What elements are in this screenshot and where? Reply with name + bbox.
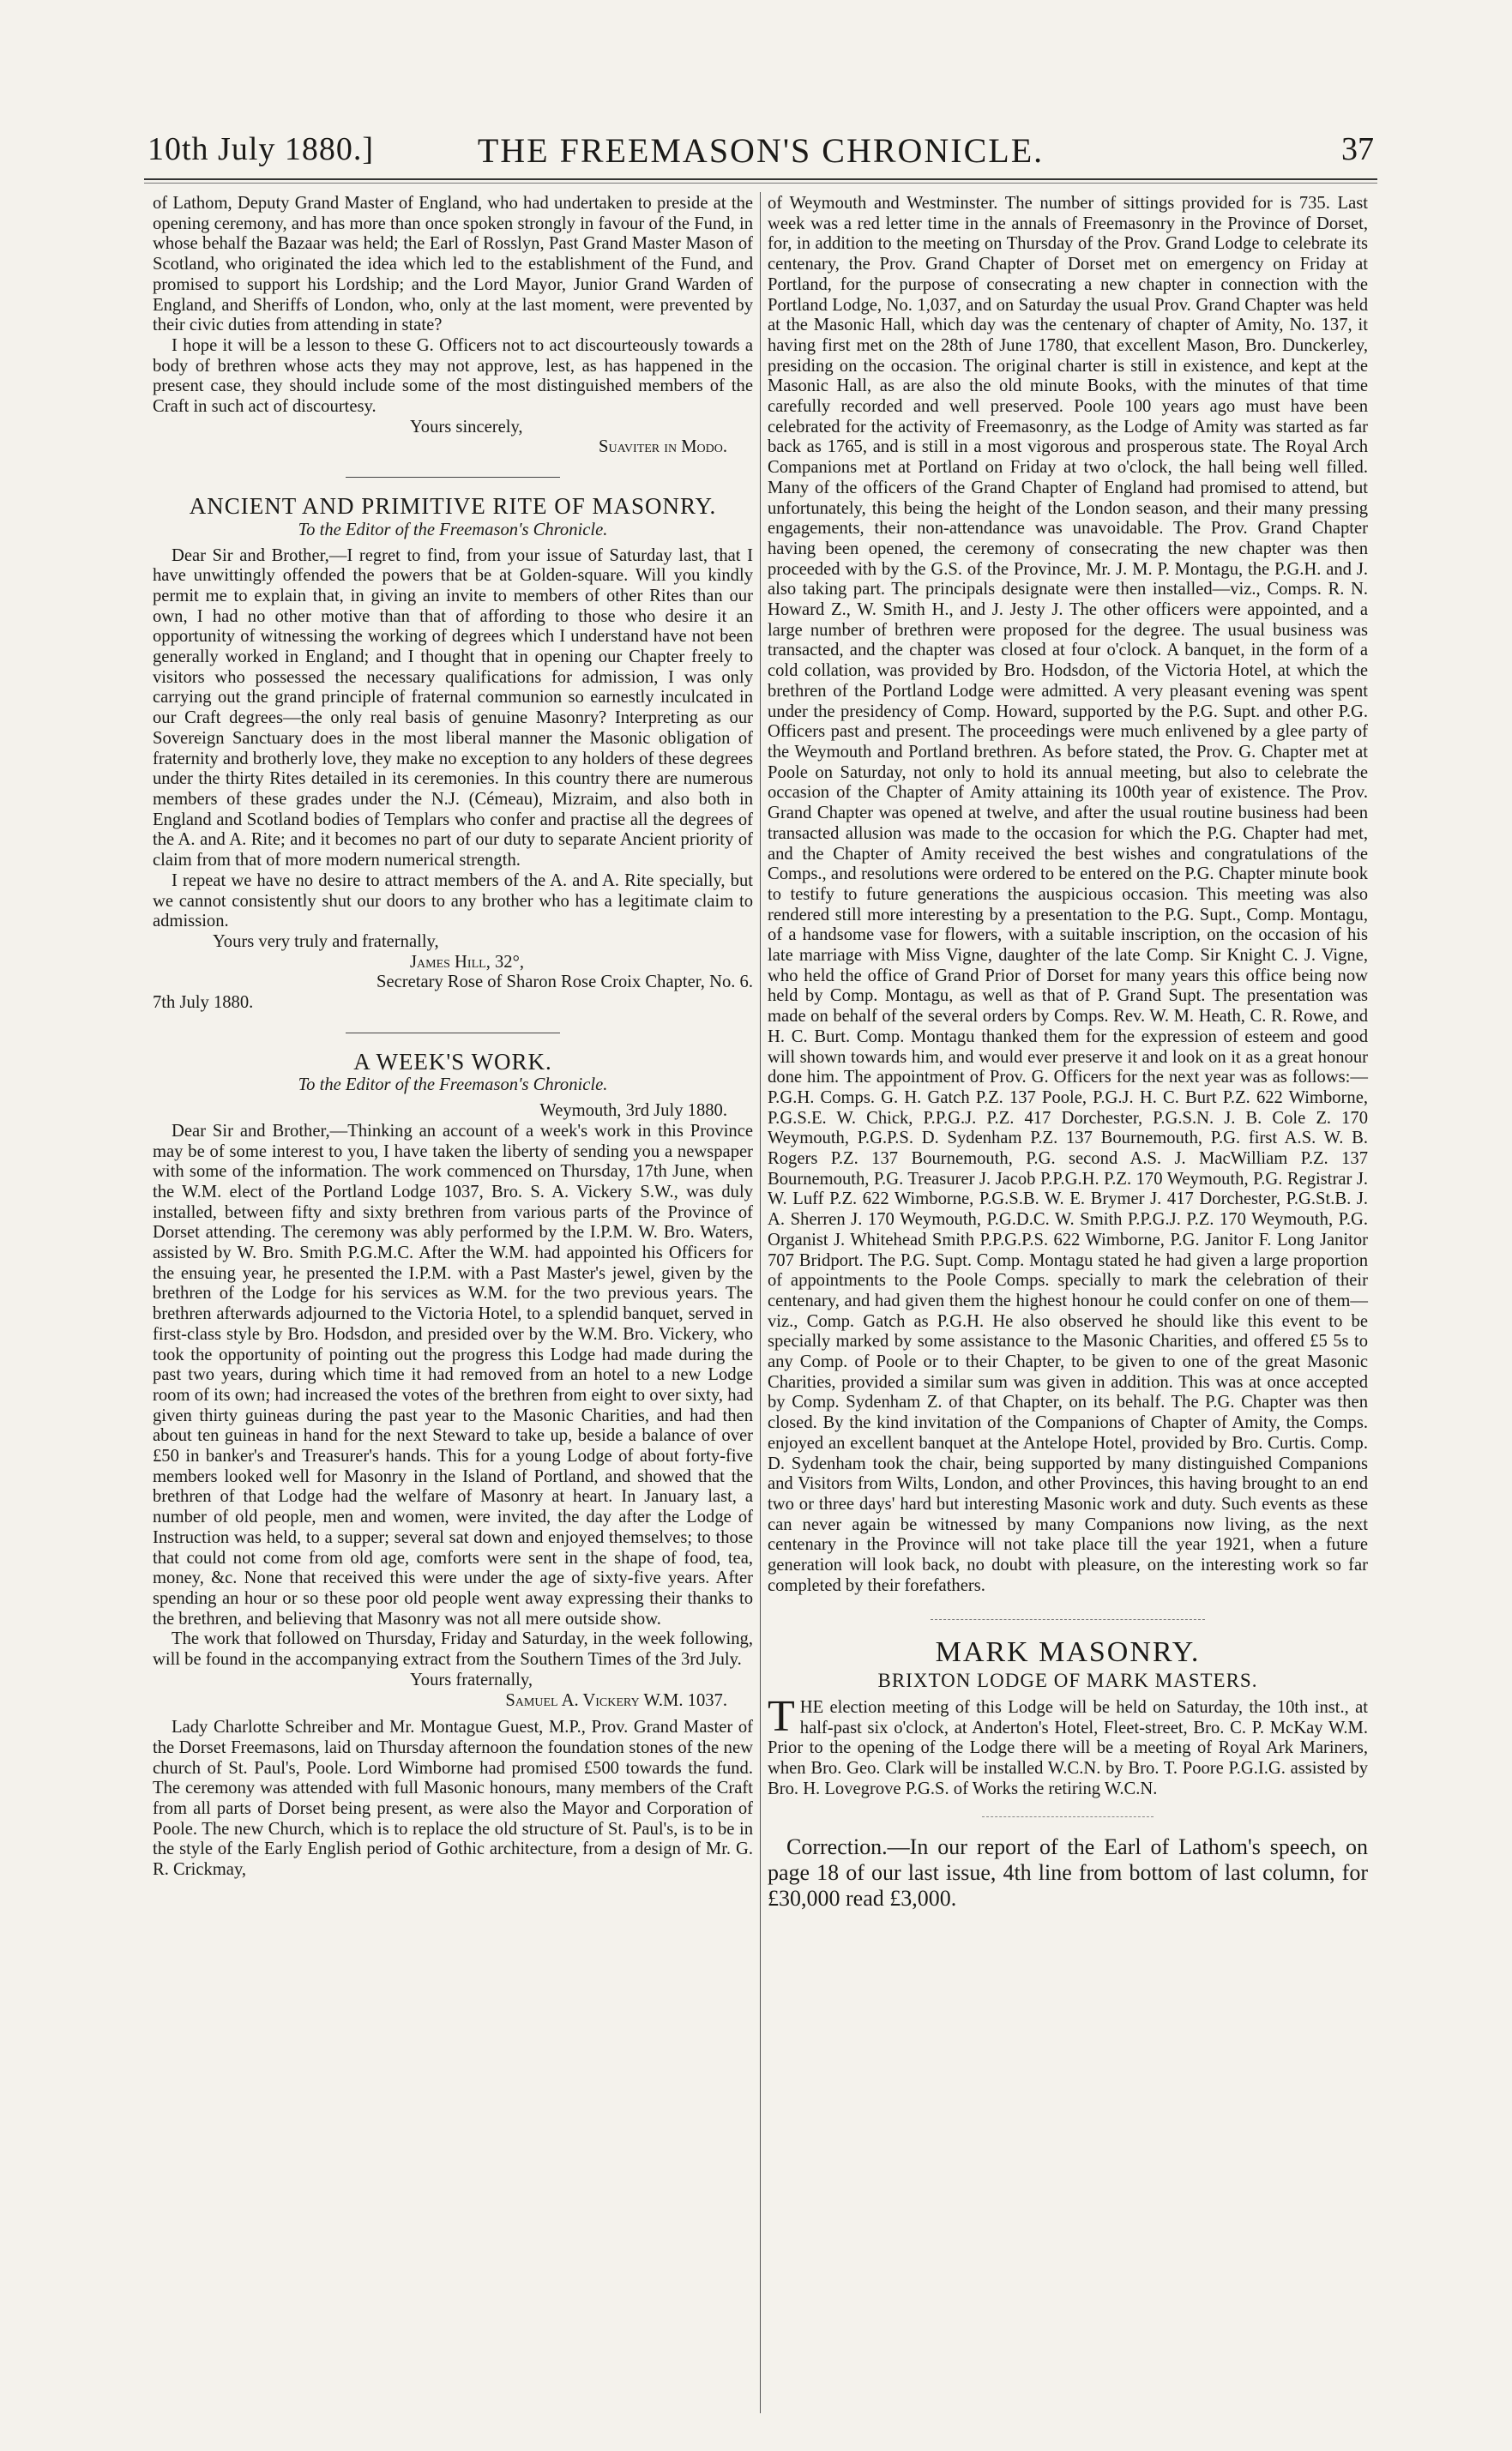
drop-cap: T bbox=[768, 1691, 795, 1741]
letter-closing: Yours very truly and fraternally, bbox=[213, 931, 439, 951]
dateline: Weymouth, 3rd July 1880. bbox=[539, 1101, 727, 1121]
letter-date: 7th July 1880. bbox=[153, 993, 254, 1013]
section-title-ancient-rite: ANCIENT AND PRIMITIVE RITE OF MASONRY. bbox=[189, 493, 717, 520]
letter-signature: James Hill, 32°, bbox=[410, 952, 524, 972]
letter-paragraph: I hope it will be a lesson to these G. Officers not to act discourteously towards a body of brethren whose acts they may not approve, lest, as has happened in the present case, they should include some of the most distinguished members of the Craft in such act of discourtesy. bbox=[153, 335, 753, 417]
notice-paragraph bbox=[768, 1691, 1368, 1800]
signatory-role: Secretary Rose of Sharon Rose Croix Chapter, No. 6. bbox=[376, 973, 753, 992]
letter-paragraph: The work that followed on Thursday, Friday and Saturday, in the week following, will be found in the accompanying extract from the Southern Times of the 3rd July. bbox=[153, 1629, 753, 1670]
issue-date: 10th July 1880.] bbox=[148, 131, 375, 167]
left-column bbox=[153, 194, 753, 1881]
masthead-title: THE FREEMASON'S CHRONICLE. bbox=[477, 131, 1045, 170]
decorative-rule bbox=[931, 1619, 1205, 1620]
section-subtitle: To the Editor of the Freemason's Chronicle. bbox=[298, 1075, 608, 1095]
page-header bbox=[148, 130, 1374, 182]
letter-signature: Suaviter in Modo. bbox=[599, 437, 727, 457]
section-rule bbox=[346, 477, 560, 478]
header-rule-thin bbox=[144, 183, 1377, 184]
section-subtitle-brixton-lodge: BRIXTON LODGE OF MARK MASTERS. bbox=[877, 1670, 1258, 1692]
report-paragraph: of Weymouth and Westminster. The number of sittings provided for is 735. Last week was a red letter time in the annals of Freemasonry in the Province of Dorset, for, in addition to the meeting on Thursday of the Prov. Grand Lodge to celebrate its centenary, the Prov. Grand Chapter of Dorset met on emergency on Friday at Portland, for the purpose of consecrating a new chapter in connection with the Portland Lodge, No. 1,037, and on Saturday the usual Prov. Grand Chapter was held at the Masonic Hall, which day was the centenary of chapter of Amity, No. 137, it having first met on the 28th of June 1780, that excellent Mason, Bro. Dunckerley, presiding on the occasion. The original charter is still in existence, and kept at the Masonic Hall, as are also the old minute Books, with the minutes of that time carefully recorded and well preserved. Poole 100 years ago must have been celebrated for the activity of Freemasonry, as the Lodge of Amity was started as far back as 1765, and is still in a most vigorous and prosperous state. The Royal Arch Companions met at Portland on Friday at two o'clock, the hall being well filled. Many of the officers of the Grand Chapter of England had promised to attend, but unfortunately, this being the height of the London season, and their many pressing engagements, their non-attendance was unavoidable. The Prov. Grand Chapter having been opened, the ceremony of consecrating the new chapter was then proceeded with by the G.S. of the Province, Mr. J. M. P. Montagu, the P.G.H. and J. also taking part. The principals designate were then installed—viz., Comps. R. N. Howard Z., W. Smith H., and J. Jesty J. The other officers were appointed, and a large number of brethren were proposed for the degree. The usual business was transacted, and the chapter was closed at four o'clock. A banquet, in the form of a cold collation, was provided by Bro. Hodsdon, of the Victoria Hotel, at which the brethren of the Portland Lodge were admitted. A very pleasant evening was spent under the presidency of Comp. Howard, supported by the P.G. Supt. and other P.G. Officers past and present. The proceedings were much enlivened by a glee party of the Weymouth and Portland brethren. As before stated, the Prov. G. Chapter met at Poole on Saturday, not only to hold its annual meeting, but also to celebrate the occasion of the Chapter of Amity attaining its 100th year of existence. The Prov. Grand Chapter was opened at twelve, and after the usual routine business had been transacted allusion was made to the occasion for which the P.G. Chapter had met, and the Chapter of Amity received the best wishes and congratulations of the Comps., and resolutions were ordered to be entered on the P.G. Chapter minute book to testify to future generations the auspicious occasion. This meeting was also rendered still more interesting by a presentation to the P.G. Supt., Comp. Montagu, of a handsome vase for flowers, with a suitable inscription, on the occasion of his late marriage with Miss Vigne, daughter of the late Comp. Sir Knight C. J. Vigne, who held the office of Grand Prior of Dorset for many years this office being now held by Comp. Montagu, as well as that of P. Grand Supt. The presentation was made on behalf of the several orders by Comps. Rev. W. M. Heath, C. R. Rowe, and H. C. Burt. Comp. Montagu thanked them for the expression of esteem and good will shown towards him, and would ever preserve it and look on it as a great honour done him. The appointment of Prov. G. Officers for the next year was as follows:—P.G.H. Comps. G. H. Gatch P.Z. 137 Poole, P.G.J. H. C. Burt P.Z. 622 Wimborne, P.G.S.E. W. Chick, P.P.G.J. P.Z. 417 Dorchester, P.G.S.N. J. B. Cole Z. 170 Weymouth, P.G.P.S. D. Sydenham P.Z. 137 Bournemouth, P.G. first A.S. W. B. Rogers P.Z. 137 Bournemouth, P.G. second A.S. J. MacWilliam P.Z. 137 Bournemouth, P.G. Treasurer J. Jacob P.P.G.H. P.Z. 170 Weymouth, P.G. Registrar J. W. Luff P.Z. 622 Wimborne, P.G.S.B. W. E. Brymer J. 417 Dorchester, P.G.St.B. J. A. Sherren J. 170 Weymouth, P.G.D.C. W. Smith P.P.G.J. P.Z. 170 Weymouth, P.G. Organist J. Whitehead Smith P.P.G.P.S. 622 Wimborne, P.G. Janitor F. Long Janitor 707 Bridport. The P.G. Supt. Comp. Montagu stated he had given a large proportion of appointments to the Poole Comps. specially to mark the celebration of their centenary, and had given them the highest honour he could confer on one of them—viz., Comp. Gatch as P.G.H. He also observed he should like this event to be specially marked by some assistance to the Masonic Charities, and offered £5 5s to any Comp. of Poole or to their Chapter, to be given to one of the great Masonic Charities, provided a similar sum was given in addition. This was at once accepted by Comp. Sydenham Z. of that Chapter, on its behalf. The P.G. Chapter was then closed. By the kind invitation of the Companions of Chapter of Amity, the Comps. enjoyed an excellent banquet at the Antelope Hotel, provided by Bro. Curtis. Comp. D. Sydenham took the chair, being supported by many distinguished Companions and Visitors from Wilts, London, and other Provinces, this having brought to an end two or three days' hard but interesting Masonic work and duty. Such events as these can never again be witnessed by many Companions now living, as the next centenary in the Province will not take place till the year 1921, when a future generation will look back, no doubt with pleasure, on the interesting work so far completed by their forefathers. bbox=[768, 194, 1368, 1595]
letter-closing: Yours sincerely, bbox=[410, 417, 523, 437]
letter-signature: Samuel A. Vickery W.M. 1037. bbox=[505, 1690, 727, 1710]
letter-paragraph: Dear Sir and Brother,—I regret to find, from your issue of Saturday last, that I have unwittingly offended the powers that be at Golden-square. Will you kindly permit me to explain that, in giving an invite to members of other Rites than our own, I had no other motive than that of affording to those who desire it an opportunity of witnessing the working of degrees which I understand have not been generally worked in England; and I thought that in opening our Chapter freely to visitors who possessed the necessary qualifications for admission, I was only carrying out the grand principle of fraternal communion so earnestly inculcated in our Craft degrees—the only real basis of genuine Masonry? Interpreting as our Sovereign Sanctuary does in the most liberal manner the Masonic obligation of fraternity and brotherly love, they make no exception to any holders of these degrees under the thirty Rites detailed in its ceremonies. In this country there are numerous members of these grades under the N.J. (Cémeau), Mizraim, and also both in England and Scotland bodies of Templars who confer and practise all the degrees of the A. and A. Rite; and it becomes no part of our duty to separate Ancient priority of claim from that of more modern numerical strength. bbox=[153, 545, 753, 870]
letter-closing: Yours fraternally, bbox=[410, 1670, 533, 1689]
letter-continuation: of Lathom, Deputy Grand Master of England, who had undertaken to preside at the opening ceremony, and has more than once spoken strongly in favour of the Fund, in whose behalf the Bazaar was held; the Earl of Rosslyn, Past Grand Master Mason of Scotland, who originated the idea which led to the establishment of the Fund, and promised to support his Lordship; and the Lord Mayor, Junior Grand Warden of England, and Sheriffs of London, who, only at the last moment, were prevented by their civic duties from attending in state? bbox=[153, 194, 753, 335]
notice-text: HE election meeting of this Lodge will be held on Saturday, the 10th inst., at half-past six o'clock, at Anderton's Hotel, Fleet-street, Bro. C. P. McKay W.M. Prior to the opening of the Lodge there will be a meeting of Royal Ark Mariners, when Bro. Geo. Clark will be installed W.C.N. by Bro. T. Poore P.G.I.G. assisted by Bro. H. Lovegrove P.G.S. of Works the retiring W.C.N. bbox=[768, 1697, 1368, 1798]
decorative-rule bbox=[982, 1816, 1154, 1817]
column-divider bbox=[760, 192, 761, 2413]
header-rule bbox=[144, 178, 1377, 180]
right-column bbox=[768, 194, 1368, 1912]
letter-paragraph: Dear Sir and Brother,—Thinking an account of a week's work in this Province may be of some interest to you, I have taken the liberty of sending you a newspaper with some of the information. The work commenced on Thursday, 17th June, when the W.M. elect of the Portland Lodge 1037, Bro. S. A. Vickery S.W., was duly installed, between fifty and sixty brethren from various parts of the Province of Dorset attending. The ceremony was ably performed by the I.P.M. W. Bro. Waters, assisted by W. Bro. Smith P.G.M.C. After the W.M. had appointed his Officers for the ensuing year, he presented the I.P.M. with a Past Master's jewel, given by the brethren of the Lodge for his services as W.M. for the two previous years. The brethren afterwards adjourned to the Victoria Hotel, to a splendid banquet, served in first-class style by Bro. Hodsdon, and presided over by the W.M. Bro. Vickery, who took the opportunity of pointing out the progress this Lodge had made during the past two years, during which time it had removed from an hotel to a new Lodge room of its own; had increased the votes of the brethren from eight to over sixty, had given thirty guineas during the past year to the Masonic Charities, and had then about ten guineas in hand for the next Steward to take up, beside a balance of over £50 in banker's and Treasurer's hands. This for a young Lodge of about forty-five members looked well for Masonry in the Island of Portland, and showed that the brethren of that Lodge had the welfare of Masonry at heart. In January last, a number of old people, men and women, were invited, the day after the Lodge of Instruction was held, to a supper; several sat down and enjoyed themselves; to those that could not come from old age, comforts were sent in the shape of food, tea, money, &c. None that received this were under the age of sixty-five years. After spending an hour or so these poor old people went away expressing their thanks to the brethren, and believing that Masonry was not all mere outside show. bbox=[153, 1121, 753, 1629]
correction-notice: Correction.—In our report of the Earl of Lathom's speech, on page 18 of our last issue, 4th line from bottom of last column, for £30,000 read £3,000. bbox=[768, 1834, 1368, 1912]
letter-paragraph: I repeat we have no desire to attract members of the A. and A. Rite specially, but we cannot consistently shut our doors to any brother who has a legitimate claim to admission. bbox=[153, 870, 753, 931]
section-title-weeks-work: A WEEK'S WORK. bbox=[353, 1048, 552, 1075]
page-number: 37 bbox=[1341, 131, 1374, 167]
extract-paragraph: Lady Charlotte Schreiber and Mr. Montague Guest, M.P., Prov. Grand Master of the Dorset Freemasons, laid on Thursday afternoon the foundation stones of the new church of St. Paul's, Poole. Lord Wimborne had promised £500 towards the fund. The ceremony was attended with full Masonic honours, many members of the Craft from all parts of Dorset being present, as were also the Mayor and Corporation of Poole. The new Church, which is to replace the old structure of St. Paul's, is to be in the style of the Early English period of Gothic architecture, from a design of Mr. G. R. Crickmay, bbox=[153, 1718, 753, 1880]
section-title-mark-masonry: MARK MASONRY. bbox=[935, 1635, 1201, 1668]
section-subtitle: To the Editor of the Freemason's Chronicle. bbox=[298, 520, 608, 539]
